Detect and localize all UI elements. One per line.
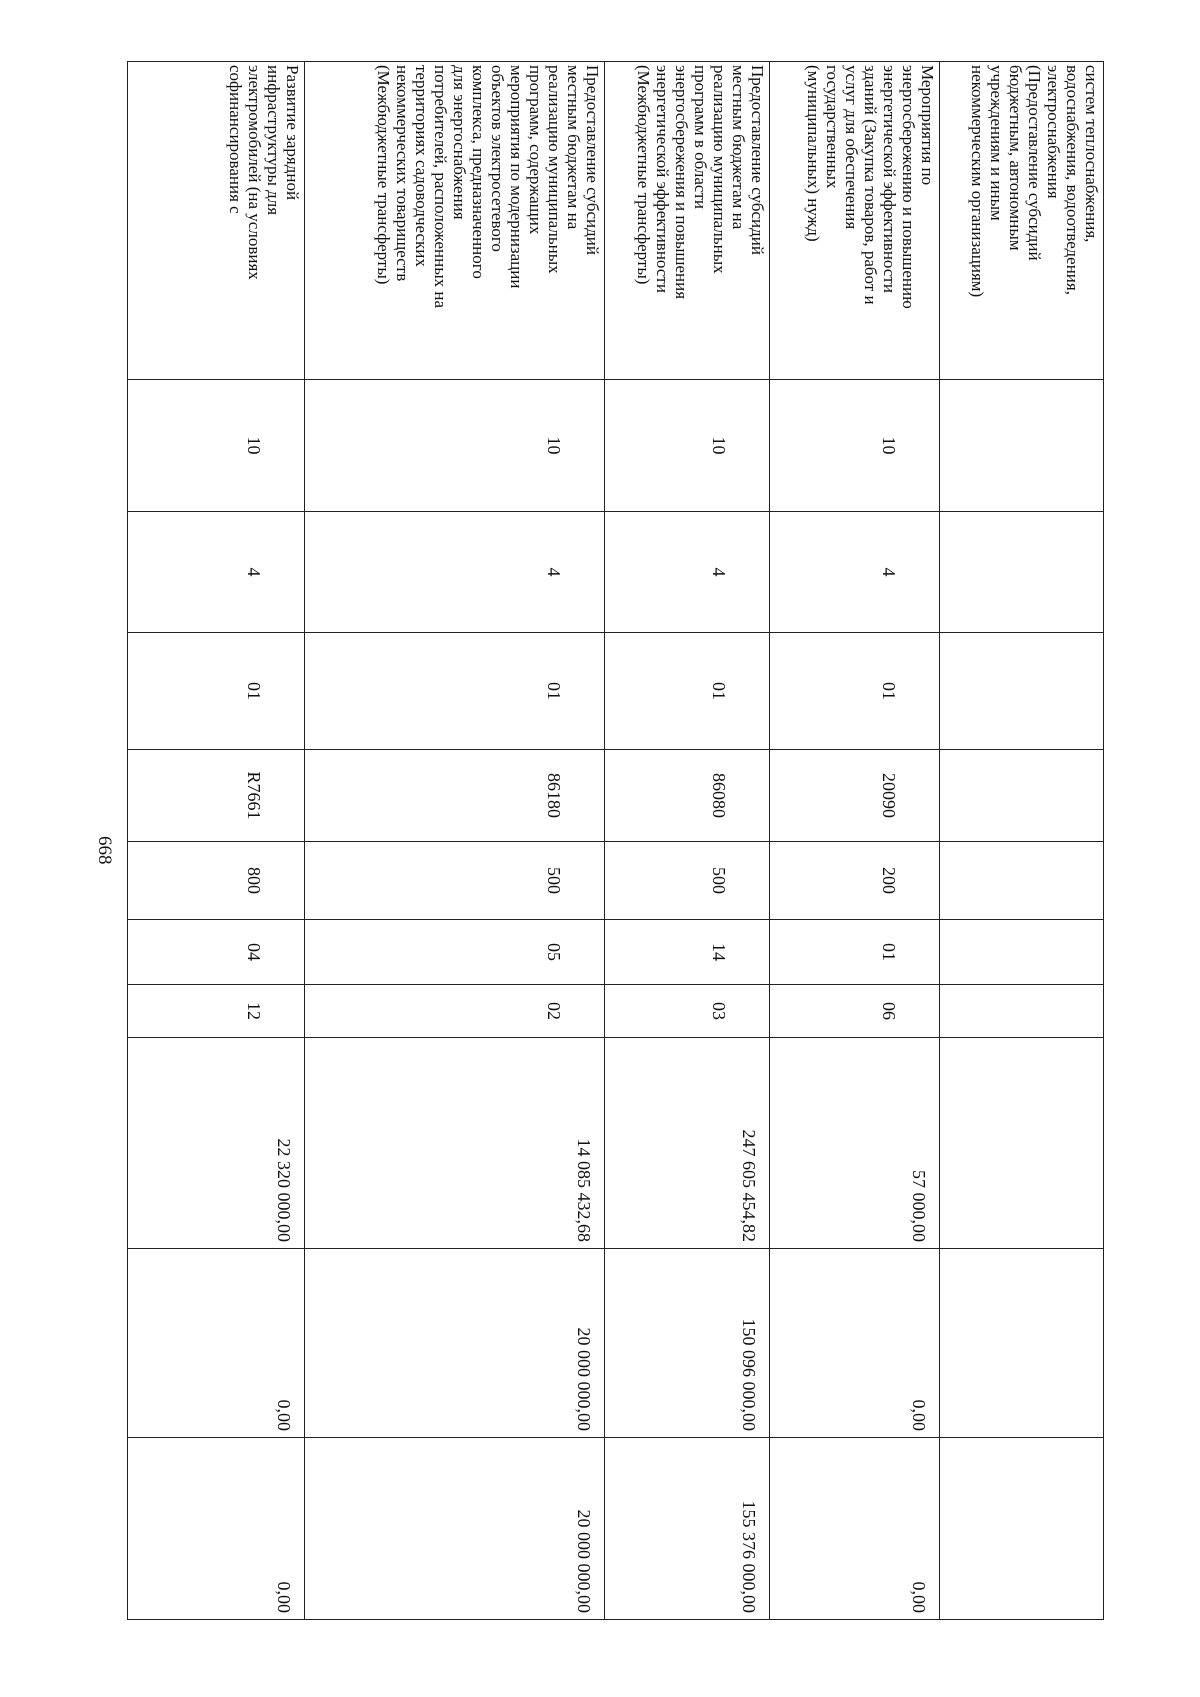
amount-year-1: 247 605 454,82 [605, 1038, 770, 1249]
subsection-code: 14 [605, 920, 770, 985]
row-description [128, 62, 305, 380]
description-line: Мероприятия по [918, 65, 937, 186]
amount-year-2: 20 000 000,00 [305, 1249, 605, 1438]
table-row [770, 62, 940, 1620]
description-line: местным бюджетам на [729, 65, 748, 230]
section-code: 10 [605, 380, 770, 512]
description-line: реализацию муниципальных [710, 65, 729, 274]
expense-type-code: 500 [605, 842, 770, 920]
subprogram-code: 01 [770, 633, 940, 750]
section-code [940, 380, 1104, 512]
description-line: энергосбережению и повышению [899, 65, 918, 309]
description-line: услуг для обеспечения [842, 65, 861, 230]
description-line: бюджетным, автономным [1006, 65, 1025, 251]
amount-year-2: 0,00 [128, 1249, 305, 1438]
expense-code [940, 750, 1104, 842]
budget-table-area [128, 61, 1104, 1619]
description-line: водоснабжения, водоотведения, [1063, 65, 1082, 295]
row-description [305, 62, 605, 380]
program-code: 4 [305, 512, 605, 633]
expense-code: 86080 [605, 750, 770, 842]
amount-year-3 [940, 1438, 1104, 1620]
program-code: 4 [128, 512, 305, 633]
description-line: программ, содержащих [526, 65, 545, 235]
program-code: 4 [605, 512, 770, 633]
description-line: государственных [823, 65, 842, 189]
program-code [940, 512, 1104, 633]
row-description [605, 62, 770, 380]
description-line: электромобилей (на условиях [245, 65, 264, 280]
section-code: 10 [305, 380, 605, 512]
description-line: учреждениям и иным [987, 65, 1006, 221]
description-line: энергосбережения и повышения [672, 65, 691, 300]
description-line: комплекса, предназначенного [469, 65, 488, 279]
amount-year-1: 57 000,00 [770, 1038, 940, 1249]
description-line: (Предоставление субсидий [1025, 65, 1044, 261]
subsection-code: 01 [770, 920, 940, 985]
description-line: энергетической эффективности [880, 65, 899, 293]
item-code [940, 985, 1104, 1038]
section-code: 10 [128, 380, 305, 512]
expense-type-code: 500 [305, 842, 605, 920]
description-line: потребителей, расположенных на [431, 65, 450, 309]
row-description [940, 62, 1104, 380]
description-line: местным бюджетам на [564, 65, 583, 230]
section-code: 10 [770, 380, 940, 512]
amount-year-3: 155 376 000,00 [605, 1438, 770, 1620]
table-body [128, 62, 1104, 1620]
description-line: объектов электросетевого [488, 65, 507, 252]
description-line: Предоставление субсидий [583, 65, 602, 255]
subprogram-code: 01 [128, 633, 305, 750]
table-row [605, 62, 770, 1620]
description-line: реализацию муниципальных [545, 65, 564, 274]
item-code: 06 [770, 985, 940, 1038]
expense-type-code: 200 [770, 842, 940, 920]
description-line: мероприятия по модернизации [507, 65, 526, 289]
amount-year-2: 0,00 [770, 1249, 940, 1438]
amount-year-3: 20 000 000,00 [305, 1438, 605, 1620]
amount-year-1 [940, 1038, 1104, 1249]
description-line: некоммерческих товариществ [393, 65, 412, 282]
rotated-table-container [128, 61, 1104, 1619]
description-line: (Межбюджетные трансферты) [634, 65, 653, 285]
subsection-code: 05 [305, 920, 605, 985]
amount-year-1: 14 085 432,68 [305, 1038, 605, 1249]
page-number: 668 [94, 836, 115, 865]
description-line: для энергоснабжения [450, 65, 469, 220]
item-code: 03 [605, 985, 770, 1038]
subprogram-code: 01 [305, 633, 605, 750]
description-line: территориях садоводческих [412, 65, 431, 267]
amount-year-3: 0,00 [128, 1438, 305, 1620]
amount-year-2 [940, 1249, 1104, 1438]
expense-code: 86180 [305, 750, 605, 842]
description-line: (муниципальных) нужд) [804, 65, 823, 242]
subprogram-code [940, 633, 1104, 750]
amount-year-3: 0,00 [770, 1438, 940, 1620]
description-line: электроснабжения [1044, 65, 1063, 199]
expense-type-code: 800 [128, 842, 305, 920]
amount-year-2: 150 096 000,00 [605, 1249, 770, 1438]
description-line: инфраструктуры для [264, 65, 283, 216]
subprogram-code: 01 [605, 633, 770, 750]
description-line: энергетической эффективности [653, 65, 672, 293]
row-description [770, 62, 940, 380]
expense-code: R7661 [128, 750, 305, 842]
subsection-code: 04 [128, 920, 305, 985]
expense-type-code [940, 842, 1104, 920]
item-code: 12 [128, 985, 305, 1038]
subsection-code [940, 920, 1104, 985]
program-code: 4 [770, 512, 940, 633]
description-line: систем теплоснабжения, [1082, 65, 1101, 243]
expense-code: 20090 [770, 750, 940, 842]
amount-year-1: 22 320 000,00 [128, 1038, 305, 1249]
budget-table [127, 61, 1104, 1620]
description-line: некоммерческим организациям) [968, 65, 987, 298]
description-line: (Межбюджетные трансферты) [374, 65, 393, 285]
description-line: Развитие зарядной [283, 65, 302, 201]
description-line: Предоставление субсидий [748, 65, 767, 255]
table-row [305, 62, 605, 1620]
table-row [940, 62, 1104, 1620]
item-code: 02 [305, 985, 605, 1038]
table-row [128, 62, 305, 1620]
description-line: зданий (Закупка товаров, работ и [861, 65, 880, 305]
description-line: софинансирования с [226, 65, 245, 214]
description-line: программ в области [691, 65, 710, 209]
